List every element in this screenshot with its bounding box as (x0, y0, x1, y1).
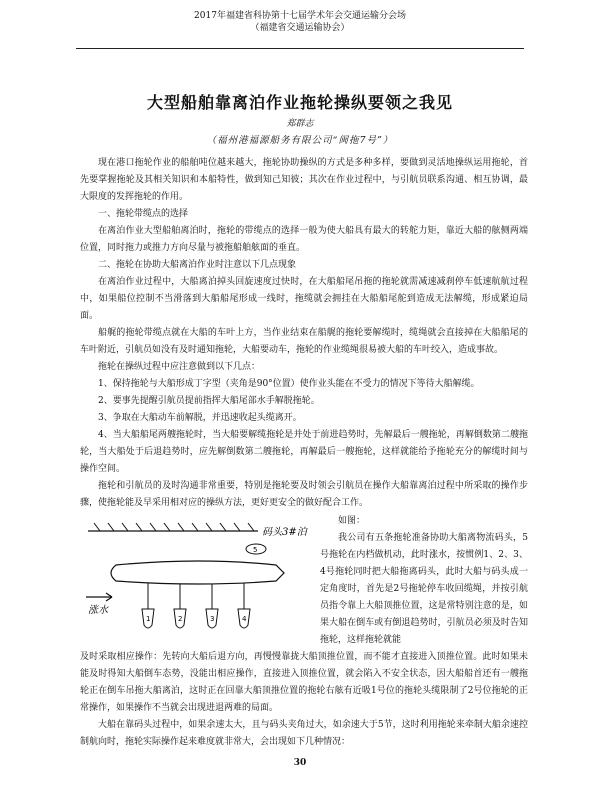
author-name: 郑群志 (286, 119, 314, 129)
figure-caption: 如图： (338, 516, 366, 526)
tug-5-number: 5 (253, 546, 258, 554)
wharf-label: 码头3#泊 (262, 527, 307, 538)
paragraph-7: 大船在靠码头过程中，如果余速太大，且与码头夹角过大，如余速大于5节，这时利用拖轮来牵制大船余速控制航向时，拖轮实际操作起来难度就非常大，会出现如下几种情况： (80, 720, 528, 747)
list-item-2: 2、要事先提醒引航员提前指挥大船尾部水手解脱拖轮。 (98, 396, 320, 406)
paragraph-4: 拖轮在操纵过程中应注意做到以下几点： (98, 362, 261, 372)
author-affiliation: （福州港福源船务有限公司“闽拖7号”） (206, 135, 394, 146)
tug-diagram (80, 513, 312, 649)
paragraph-6: 及时采取相应操作：先转向大船后退方向，再慢慢靠拢大船顶推位置，而不能才直接进入顶推位置。此时如果未能及时得知大船倒车态势，没能出相应操作，直接进入顶推位置，就会陷入不安全状态，因大船船首还有一艘拖轮正在倒车吊拖大船离泊，这时正在回靠大船顶推位置的拖轮右舷有近吸1号位的拖轮头缆限制了2号位拖轮的正常操作，如果操作不当就会出现进退两难的局面。 (80, 652, 528, 713)
paragraph-intro: 现在港口拖轮作业的船舶吨位越来越大，拖轮协助操纵的方式是多种多样，要做到灵活地操纵运用拖轮，首先要掌握拖轮及其相关知识和本船特性，做到知己知彼；其次在作业过程中，与引航员联系沟通、相互协调，最大限度的发挥拖轮的作用。 (80, 158, 528, 202)
running-header (0, 10, 600, 34)
header-line-1: 2017年福建省科协第十七届学术年会交通运输分会场 (194, 11, 406, 21)
page-number: 30 (293, 758, 307, 768)
paragraph-1: 在离泊作业大型船舶离泊时，拖轮的带缆点的选择一般为使大船具有最大的转舵力矩，靠近大船的舷侧两端位置，同时拖力或推力方向尽量与被拖船舶舷面的垂直。 (80, 226, 528, 253)
paragraph-3: 船艉的拖轮带缆点就在大船的车叶上方，当作业结束在船艉的拖轮要解缆时，缆绳就会直接掉在大船船尾的车叶附近，引航员如没有及时通知拖轮，大船要动车，拖轮的作业缆绳很易被大船的车叶绞入，造成事故。 (80, 328, 528, 355)
section-heading-1: 一、拖轮带缆点的选择 (98, 209, 189, 219)
paragraph-2: 在离泊作业过程中，大船离泊掉头回旋速度过快时，在大船船尾吊拖的拖轮就需减速减刹停车低速航航过程中，如果船位控制不当滑落到大船船尾形成一线时，拖缆就会拥挂在大船船尾舵到造成无法解缆，形成紧迫局面。 (80, 277, 528, 321)
section-heading-2: 二、拖轮在协助大船离泊作业时注意以下几点现象 (98, 260, 297, 270)
ship-hull (111, 561, 284, 584)
figure-side-text (320, 513, 528, 649)
tug-3-number: 3 (210, 615, 215, 623)
tug-4-number: 4 (242, 615, 247, 623)
wharf-hatches (94, 523, 254, 531)
tug-diagram-svg (80, 513, 312, 649)
figure-block (80, 513, 528, 649)
article-body (80, 155, 528, 751)
tug-1-number: 1 (146, 615, 151, 623)
current-label: 涨水 (88, 605, 108, 616)
list-item-3: 3、争取在大船动车前解脱，并迅速收起头缆离开。 (98, 413, 302, 423)
paragraph-5: 拖轮和引航员的及时沟通非常重要，特别是拖轮要及时领会引航员在操作大船靠离泊过程中所采取的操作步骤，使拖轮能及早采用相对应的操纵方法，更好更安全的做好配合工作。 (80, 481, 528, 508)
tug-2-number: 2 (178, 615, 183, 623)
list-item-4: 4、当大船船尾两艘拖轮时，当大船要解缆拖轮是并处于前进趋势时，先解最后一艘拖轮，再解倒数第二艘拖轮，当大船处于后退趋势时，应先解倒数第二艘拖轮，再解最后一艘拖轮，这样就能给予拖轮充分的解缆时间与操作空间。 (80, 430, 528, 474)
list-item-1: 1、保持拖轮与大船形成丁字型（夹角是90°位置）使作业头能在不受力的情况下等待大船解缆。 (98, 379, 480, 389)
article-title: 大型船舶靠离泊作业拖轮操纵要领之我见 (146, 93, 453, 112)
header-line-2: （福建省交通运输协会） (250, 23, 350, 33)
figure-description: 我公司有五条拖轮准备协助大船离物流码头，5号拖轮在内档做机动，此时涨水，按惯例1、2、3、4号拖轮同时把大船拖离码头，此时大船与码头成一定角度时，首先是2号拖轮停车收回缆绳，并按引航员指令靠上大船顶推位置，这是常特别注意的是，如果大船在倒车或有倒退趋势时，引航员必须及时告知拖轮，这样拖轮就能 (320, 533, 528, 645)
header-rule (76, 48, 524, 49)
